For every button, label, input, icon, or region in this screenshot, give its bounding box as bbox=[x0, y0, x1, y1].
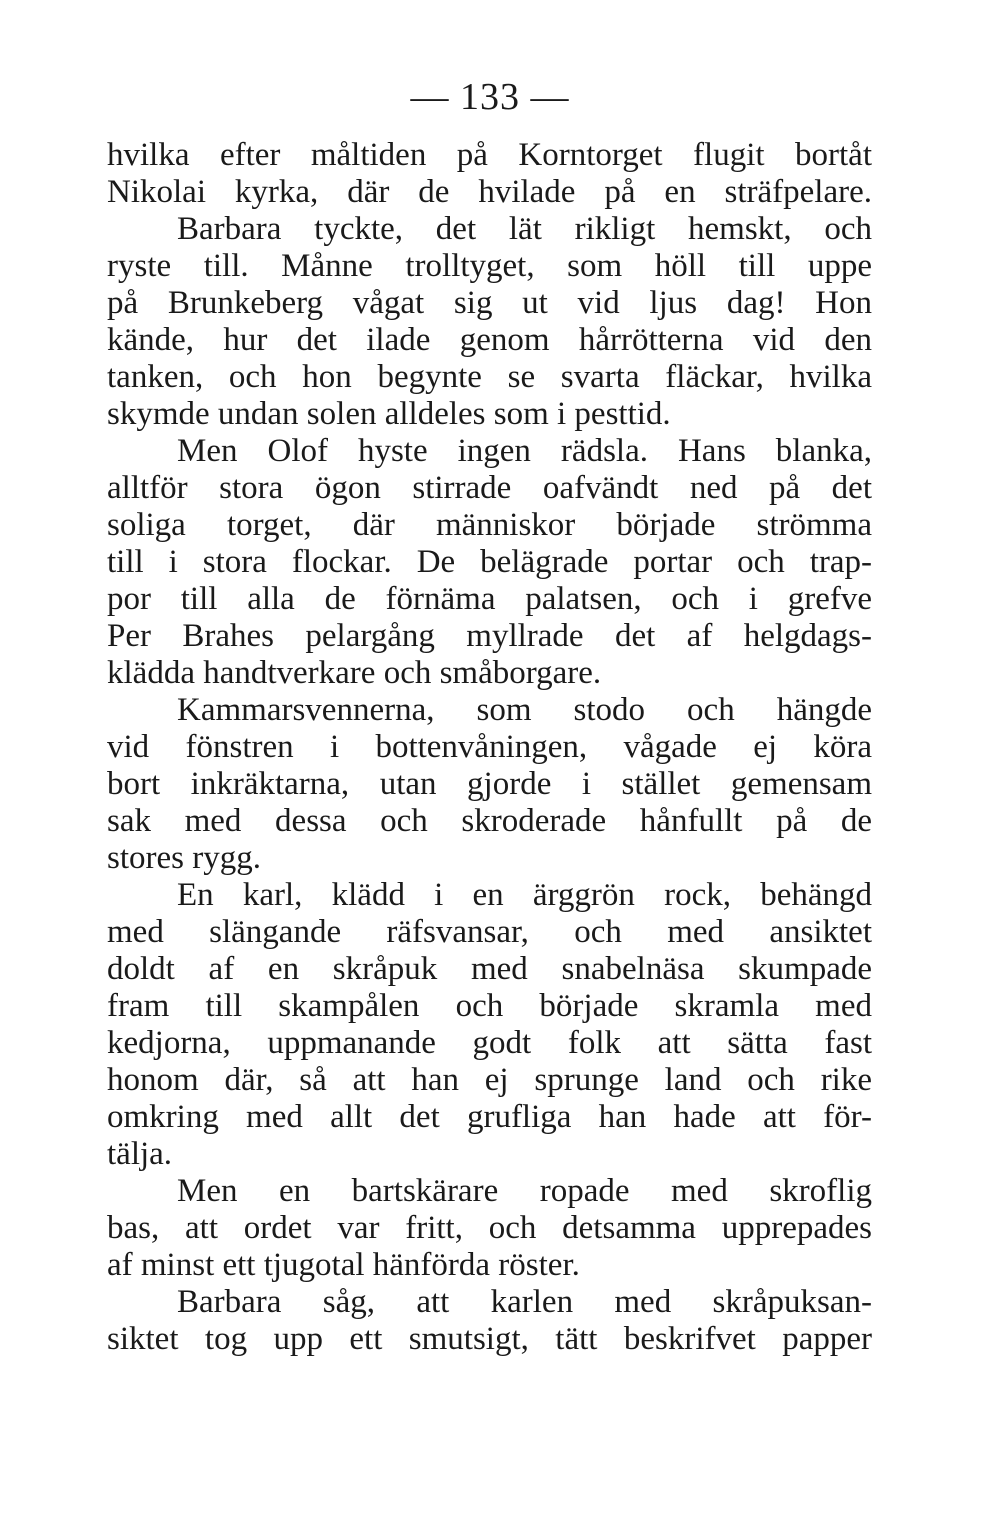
text-line: kände, hur det ilade genom hårrötterna vid den bbox=[107, 322, 872, 358]
text-line: omkring med allt det grufliga han hade att för- bbox=[107, 1099, 872, 1135]
text-line: fram till skampålen och började skramla med bbox=[107, 988, 872, 1024]
text-line: Men Olof hyste ingen rädsla. Hans blanka, bbox=[177, 433, 872, 469]
text-line: En karl, klädd i en ärggrön rock, behängd bbox=[177, 877, 872, 913]
text-line: Barbara såg, att karlen med skråpuksan- bbox=[177, 1284, 872, 1320]
text-line: bas, att ordet var fritt, och detsamma upprepades bbox=[107, 1210, 872, 1246]
body-text bbox=[107, 137, 872, 1358]
text-line: doldt af en skråpuk med snabelnäsa skumpade bbox=[107, 951, 872, 987]
text-line: Nikolai kyrka, där de hvilade på en sträfpelare. bbox=[107, 174, 872, 210]
text-line: Men en bartskärare ropade med skroflig bbox=[177, 1173, 872, 1209]
text-line: ryste till. Månne trolltyget, som höll till uppe bbox=[107, 248, 872, 284]
text-line: stores rygg. bbox=[107, 840, 261, 876]
text-line: skymde undan solen alldeles som i pesttid. bbox=[107, 396, 671, 432]
text-line: tälja. bbox=[107, 1136, 173, 1172]
text-line: sak med dessa och skroderade hånfullt på de bbox=[107, 803, 872, 839]
text-line: Kammarsvennerna, som stodo och hängde bbox=[177, 692, 872, 728]
text-line: af minst ett tjugotal hänförda röster. bbox=[107, 1247, 580, 1283]
text-line: hvilka efter måltiden på Korntorget flugit bortåt bbox=[107, 137, 872, 173]
text-line: bort inkräktarna, utan gjorde i stället gemensam bbox=[107, 766, 872, 802]
text-line: Per Brahes pelargång myllrade det af helgdags- bbox=[107, 618, 872, 654]
text-line: soliga torget, där människor började strömma bbox=[107, 507, 872, 543]
text-line: por till alla de förnäma palatsen, och i grefve bbox=[107, 581, 872, 617]
text-line: kedjorna, uppmanande godt folk att sätta fast bbox=[107, 1025, 872, 1061]
text-line: tanken, och hon begynte se svarta fläckar, hvilka bbox=[107, 359, 872, 395]
text-line: på Brunkeberg vågat sig ut vid ljus dag! Hon bbox=[107, 285, 872, 321]
text-line: siktet tog upp ett smutsigt, tätt beskrifvet papper bbox=[107, 1321, 872, 1357]
text-line: med slängande räfsvansar, och med ansiktet bbox=[107, 914, 872, 950]
text-line: Barbara tyckte, det lät rikligt hemskt, och bbox=[177, 211, 872, 247]
text-line: vid fönstren i bottenvåningen, vågade ej köra bbox=[107, 729, 872, 765]
text-line: honom där, så att han ej sprunge land och rike bbox=[107, 1062, 872, 1098]
page-number: — 133 — bbox=[410, 76, 570, 118]
text-line: till i stora flockar. De belägrade portar och trap- bbox=[107, 544, 872, 580]
text-line: alltför stora ögon stirrade oafvändt ned på det bbox=[107, 470, 872, 506]
text-line: klädda handtverkare och småborgare. bbox=[107, 655, 602, 691]
